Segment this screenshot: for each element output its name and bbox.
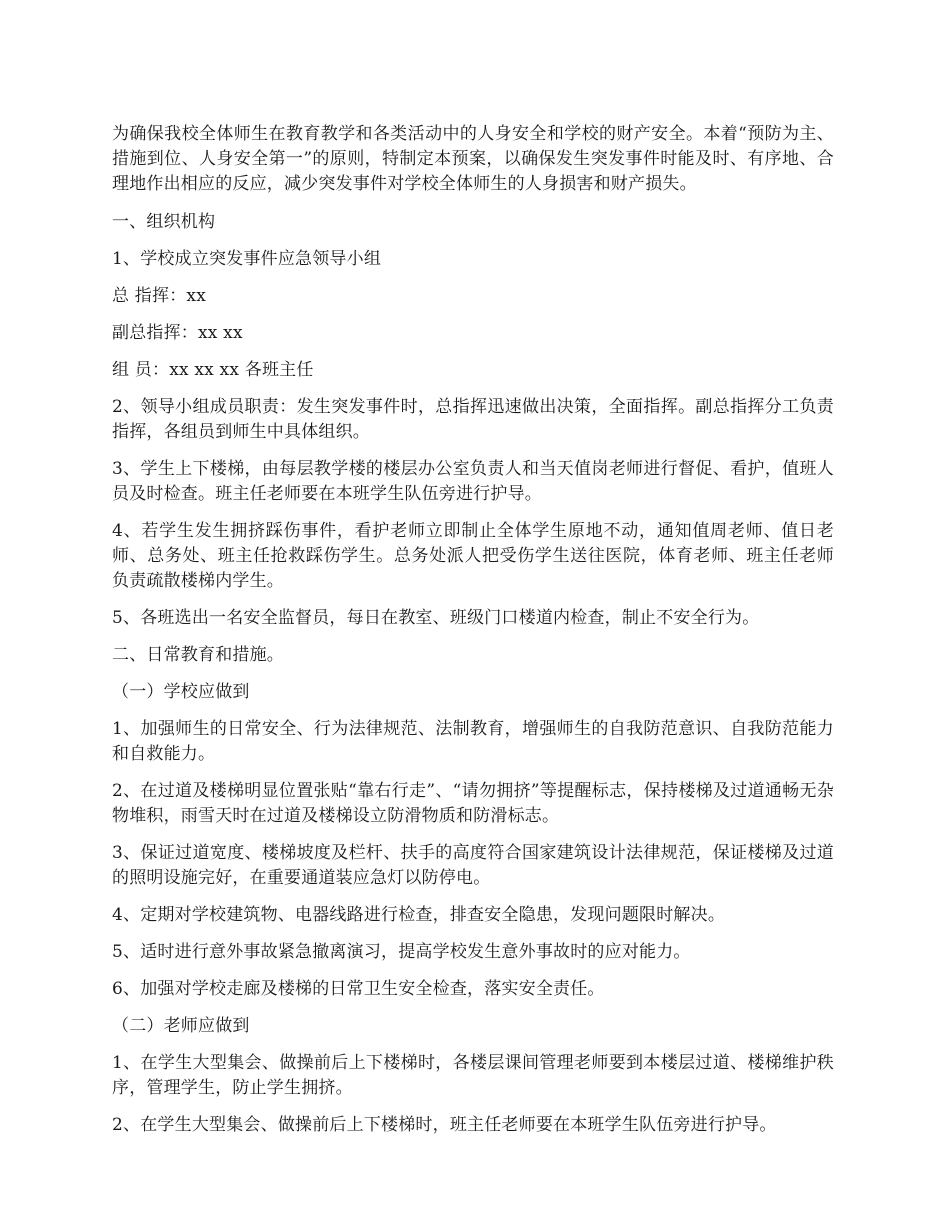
paragraph: 2、在过道及楼梯明显位置张贴“靠右行走”、“请勿拥挤”等提醒标志，保持楼梯及过道通畅无杂物堆积，雨雪天时在过道及楼梯设立防滑物质和防滑标志。	[112, 781, 834, 826]
paragraph: 5、各班选出一名安全监督员，每日在教室、班级门口楼道内检查，制止不安全行为。	[112, 608, 760, 628]
paragraph: 3、保证过道宽度、楼梯坡度及栏杆、扶手的高度符合国家建筑设计法律规范，保证楼梯及过道的照明设施完好，在重要通道装应急灯以防停电。	[112, 843, 834, 888]
paragraph: 4、定期对学校建筑物、电器线路进行检查，排查安全隐患，发现问题限时解决。	[112, 905, 726, 925]
paragraph: 副总指挥：xx xx	[112, 323, 243, 343]
subsection-heading-school: （一）学校应做到	[112, 682, 250, 702]
paragraph: 3、学生上下楼梯，由每层教学楼的楼层办公室负责人和当天值岗老师进行督促、看护，值班人员及时检查。班主任老师要在本班学生队伍旁进行护导。	[112, 459, 834, 504]
intro-paragraph: 为确保我校全体师生在教育教学和各类活动中的人身安全和学校的财产安全。本着“预防为主、措施到位、人身安全第一”的原则，特制定本预案，以确保发生突发事件时能及时、有序地、合理地作出相应的反应，减少突发事件对学校全体师生的人身损害和财产损失。	[112, 124, 834, 194]
paragraph: 2、领导小组成员职责：发生突发事件时，总指挥迅速做出决策，全面指挥。副总指挥分工负责指挥，各组员到师生中具体组织。	[112, 397, 834, 442]
paragraph: 5、适时进行意外事故紧急撤离演习，提高学校发生意外事故时的应对能力。	[112, 942, 691, 962]
subsection-heading-teachers: （二）老师应做到	[112, 1016, 250, 1036]
paragraph: 1、加强师生的日常安全、行为法律规范、法制教育，增强师生的自我防范意识、自我防范能力和自救能力。	[112, 719, 834, 764]
section-heading-organization: 一、组织机构	[112, 212, 216, 232]
paragraph: 2、在学生大型集会、做操前后上下楼梯时，班主任老师要在本班学生队伍旁进行护导。	[112, 1115, 777, 1135]
paragraph: 6、加强对学校走廊及楼梯的日常卫生安全检查，落实安全责任。	[112, 979, 605, 999]
document-body	[112, 122, 834, 1150]
paragraph: 1、在学生大型集会、做操前后上下楼梯时，各楼层课间管理老师要到本楼层过道、楼梯维护秩序，管理学生，防止学生拥挤。	[112, 1053, 834, 1098]
paragraph: 组 员：xx xx xx 各班主任	[112, 360, 314, 380]
paragraph: 4、若学生发生拥挤踩伤事件，看护老师立即制止全体学生原地不动，通知值周老师、值日老师、总务处、班主任抢救踩伤学生。总务处派人把受伤学生送往医院，体育老师、班主任老师负责疏散楼梯内学生。	[112, 521, 834, 591]
paragraph: 总 指挥：xx	[112, 286, 206, 306]
section-heading-daily-education: 二、日常教育和措施。	[112, 645, 284, 665]
paragraph: 1、学校成立突发事件应急领导小组	[112, 249, 382, 269]
